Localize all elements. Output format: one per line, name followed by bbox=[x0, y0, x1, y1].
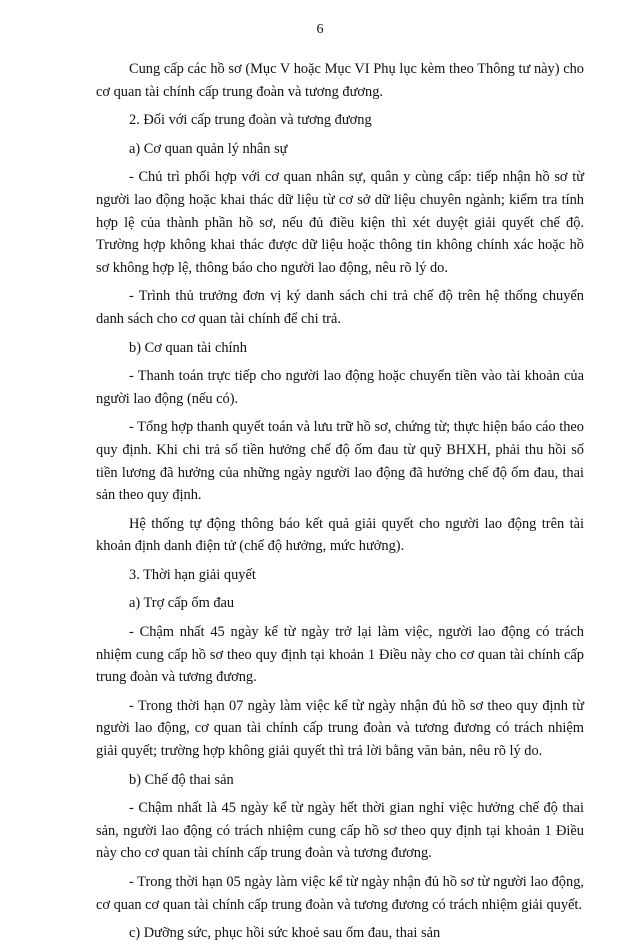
subsection-heading: b) Chế độ thai sản bbox=[129, 771, 234, 788]
paragraph: - Trình thủ trưởng đơn vị ký danh sách chi trả chế độ trên hệ thống chuyển danh sách cho cơ quan tài chính để chi trả. bbox=[96, 288, 584, 327]
document-body bbox=[96, 58, 584, 951]
paragraph: Cung cấp các hồ sơ (Mục V hoặc Mục VI Phụ lục kèm theo Thông tư này) cho cơ quan tài chính cấp trung đoàn và tương đương. bbox=[96, 61, 584, 100]
page-number: 6 bbox=[316, 22, 324, 37]
paragraph: - Trong thời hạn 07 ngày làm việc kể từ ngày nhận đủ hồ sơ theo quy định từ người lao động, cơ quan tài chính cấp trung đoàn và tương đương có trách nhiệm giải quyết; trường hợp không giải quyết thì trả lời bằng văn bản, nêu rõ lý do. bbox=[96, 697, 584, 760]
paragraph: - Chậm nhất là 45 ngày kể từ ngày hết thời gian nghỉ việc hưởng chế độ thai sản, người lao động có trách nhiệm cung cấp hồ sơ theo quy định tại khoản 1 Điều này cho cơ quan tài chính cấp trung đoàn và tương đương. bbox=[96, 800, 584, 862]
paragraph: - Trong thời hạn 05 ngày làm việc kể từ ngày nhận đủ hồ sơ từ người lao động, cơ quan cơ quan tài chính cấp trung đoàn và tương đương có trách nhiệm giải quyết. bbox=[96, 874, 584, 913]
paragraph: - Chủ trì phối hợp với cơ quan nhân sự, quân y cùng cấp: tiếp nhận hồ sơ từ người lao động hoặc khai thác dữ liệu từ cơ sở dữ liệu chuyên ngành; kiểm tra tính hợp lệ của thành phần hồ sơ, nếu đủ điều kiện thì xét duyệt giải quyết chế độ. Trường hợp không khai thác được dữ liệu hoặc thông tin không chính xác hoặc hồ sơ không hợp lệ, thông báo cho người lao động, nêu rõ lý do. bbox=[96, 169, 584, 276]
paragraph: - Chậm nhất 45 ngày kể từ ngày trở lại làm việc, người lao động có trách nhiệm cung cấp hồ sơ theo quy định tại khoản 1 Điều này cho cơ quan tài chính cấp trung đoàn và tương đương. bbox=[96, 624, 584, 686]
subsection-heading: c) Dưỡng sức, phục hồi sức khoẻ sau ốm đau, thai sản bbox=[129, 925, 441, 942]
section-heading: 3. Thời hạn giải quyết bbox=[129, 566, 256, 583]
subsection-heading: a) Trợ cấp ốm đau bbox=[129, 595, 235, 612]
paragraph: Hệ thống tự động thông báo kết quả giải quyết cho người lao động trên tài khoản định danh điện tử (chế độ hưởng, mức hưởng). bbox=[96, 515, 584, 555]
subsection-heading: b) Cơ quan tài chính bbox=[129, 339, 247, 356]
section-heading: 2. Đối với cấp trung đoàn và tương đương bbox=[129, 112, 372, 129]
paragraph: - Thanh toán trực tiếp cho người lao động hoặc chuyển tiền vào tài khoản của người lao động (nếu có). bbox=[96, 368, 584, 407]
paragraph: - Tổng hợp thanh quyết toán và lưu trữ hồ sơ, chứng từ; thực hiện báo cáo theo quy định. Khi chi trả số tiền hưởng chế độ ốm đau từ quỹ BHXH, phải thu hồi số tiền lương đã hưởng của những ngày người lao động đã hưởng chế độ ốm đau, thai sản theo quy định. bbox=[96, 419, 584, 504]
subsection-heading: a) Cơ quan quản lý nhân sự bbox=[129, 140, 288, 157]
